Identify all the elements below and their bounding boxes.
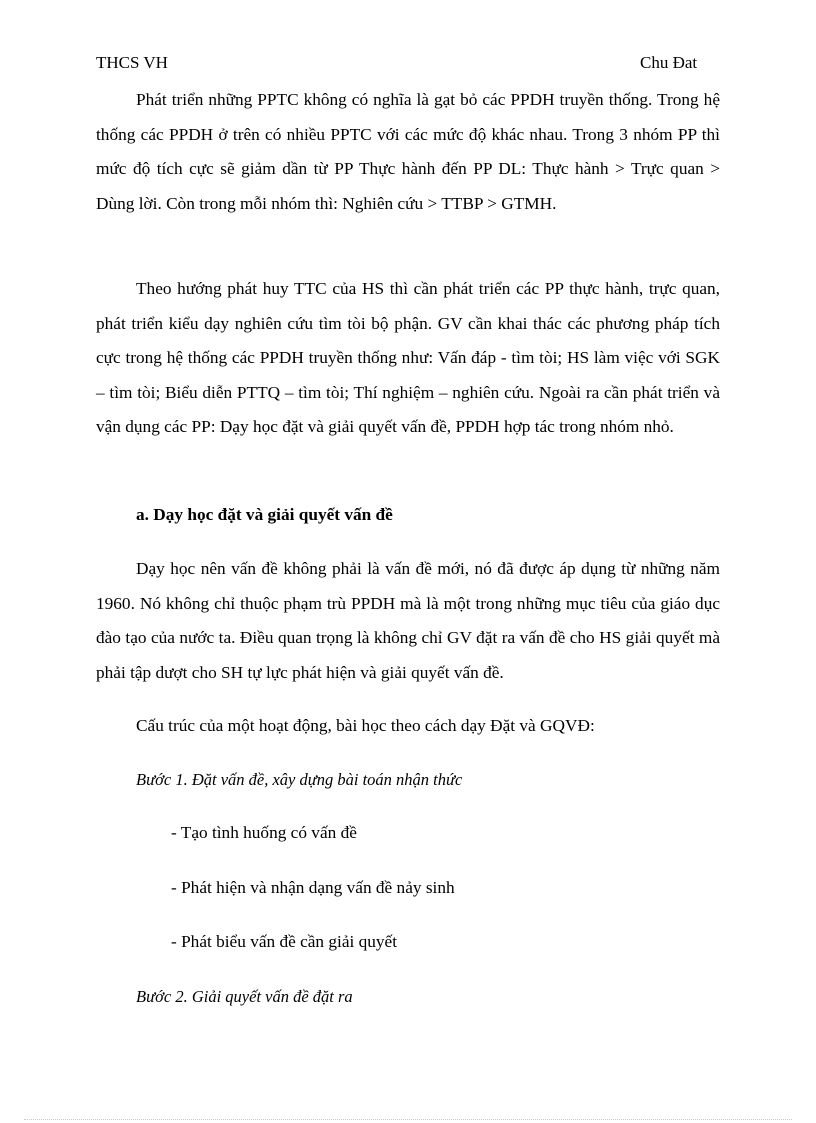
step-1-bullet: - Phát hiện và nhận dạng vấn đề nảy sinh: [171, 878, 455, 897]
step-1-title: Bước 1. Đặt vấn đề, xây dựng bài toán nhận thức: [136, 770, 463, 789]
page-bottom-edge: [24, 1119, 792, 1120]
paragraph-pptc-development: Phát triển những PPTC không có nghĩa là gạt bỏ các PPDH truyền thống. Trong hệ thống các PPDH ở trên có nhiều PPTC với các mức độ khác nhau. Trong 3 nhóm PP thì mức độ tích cực sẽ giảm dần từ PP Thực hành đến PP DL: Thực hành > Trực quan > Dùng lời. Còn trong mỗi nhóm thì: Nghiên cứu > TTBP > GTMH.: [96, 90, 720, 213]
header-author: Chu Đat: [640, 53, 698, 72]
step-1-bullet: - Tạo tình huống có vấn đề: [171, 823, 357, 842]
section-heading: a. Dạy học đặt và giải quyết vấn đề: [136, 505, 393, 524]
paragraph-problem-teaching: Dạy học nên vấn đề không phải là vấn đề mới, nó đã được áp dụng từ những năm 1960. Nó không chỉ thuộc phạm trù PPDH mà là một trong những mục tiêu của giáo dục đào tạo của nước ta. Điều quan trọng là không chỉ GV đặt ra vấn đề cho HS giải quyết mà phải tập dượt cho SH tự lực phát hiện và giải quyết vấn đề.: [96, 559, 720, 682]
step-1-bullet: - Phát biểu vấn đề cần giải quyết: [171, 932, 398, 951]
structure-intro: Cấu trúc của một hoạt động, bài học theo cách dạy Đặt và GQVĐ:: [136, 716, 595, 735]
step-2-title: Bước 2. Giải quyết vấn đề đặt ra: [136, 987, 353, 1006]
paragraph-promote-activeness: Theo hướng phát huy TTC của HS thì cần phát triển các PP thực hành, trực quan, phát triển kiểu dạy nghiên cứu tìm tòi bộ phận. GV cần khai thác các phương pháp tích cực trong hệ thống các PPDH truyền thống như: Vấn đáp - tìm tòi; HS làm việc với SGK – tìm tòi; Biểu diễn PTTQ – tìm tòi; Thí nghiệm – nghiên cứu. Ngoài ra cần phát triển và vận dụng các PP: Dạy học đặt và giải quyết vấn đề, PPDH hợp tác trong nhóm nhỏ.: [96, 279, 720, 436]
header-school: THCS VH: [96, 53, 168, 72]
